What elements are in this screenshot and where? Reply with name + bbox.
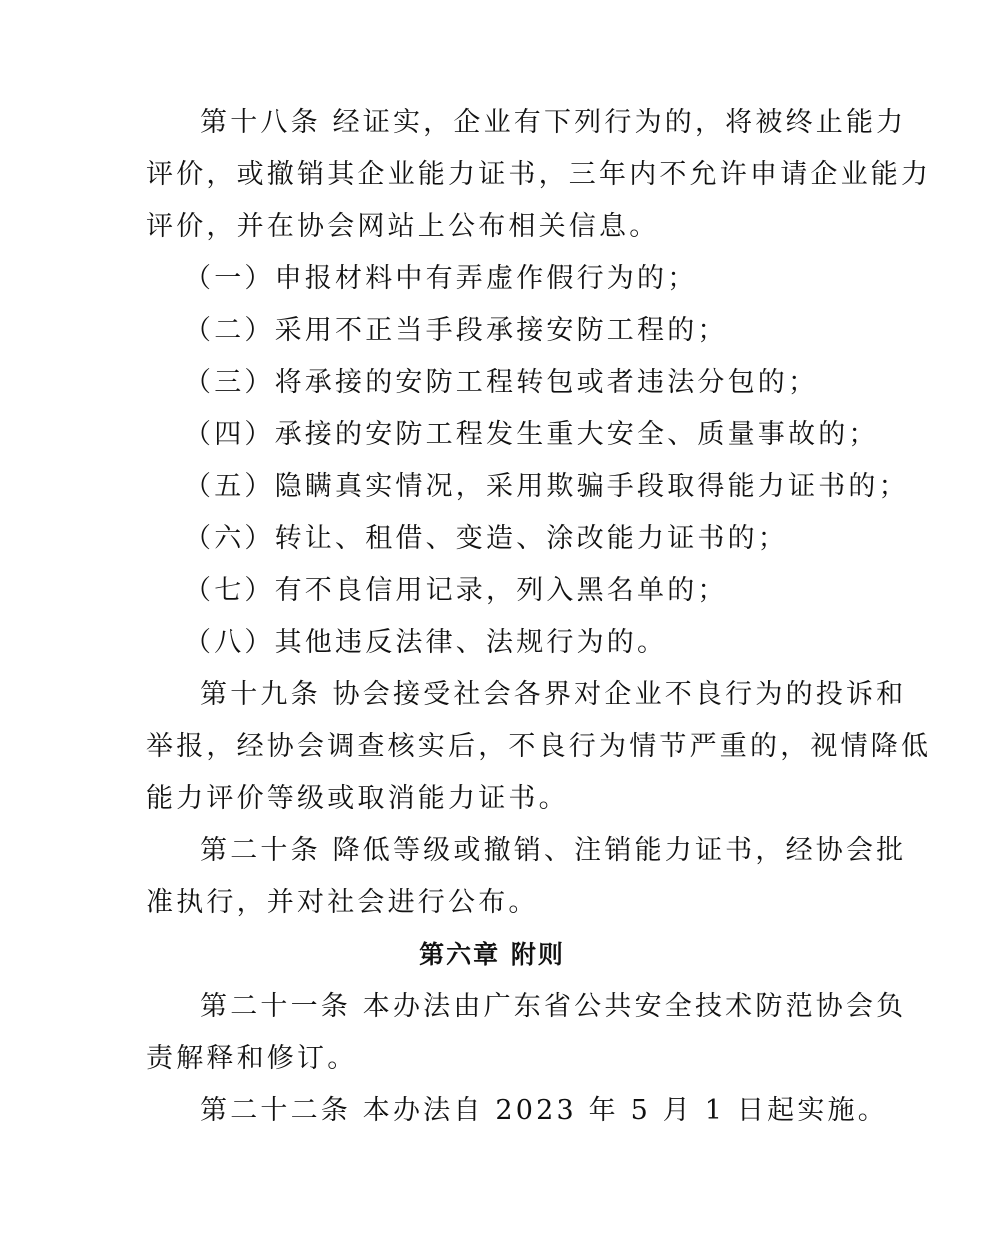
chapter-6-heading: 第六章 附则 — [419, 940, 565, 969]
article-18-item-2: （二）采用不正当手段承接安防工程的； — [184, 315, 728, 346]
article-20-line-1: 第二十条 降低等级或撤销、注销能力证书，经协会批 — [200, 835, 907, 866]
article-18-line-3: 评价，并在协会网站上公布相关信息。 — [146, 211, 660, 242]
article-21-line-2: 责解释和修订。 — [146, 1043, 358, 1074]
article-22-line-1: 第二十二条 本办法自 2023 年 5 月 1 日起实施。 — [200, 1095, 888, 1126]
article-19-line-1: 第十九条 协会接受社会各界对企业不良行为的投诉和 — [200, 679, 907, 710]
article-19-line-2: 举报，经协会调查核实后，不良行为情节严重的，视情降低 — [146, 731, 932, 762]
article-18-item-3: （三）将承接的安防工程转包或者违法分包的； — [184, 367, 819, 398]
article-20-line-2: 准执行，并对社会进行公布。 — [146, 887, 539, 918]
article-21-line-1: 第二十一条 本办法由广东省公共安全技术防范协会负 — [200, 991, 907, 1022]
article-18-item-8: （八）其他违反法律、法规行为的。 — [184, 627, 668, 658]
article-18-item-7: （七）有不良信用记录，列入黑名单的； — [184, 575, 728, 606]
article-18-item-1: （一）申报材料中有弄虚作假行为的； — [184, 263, 698, 294]
article-18-line-1: 第十八条 经证实，企业有下列行为的，将被终止能力 — [200, 107, 907, 138]
article-18-item-4: （四）承接的安防工程发生重大安全、质量事故的； — [184, 419, 879, 450]
article-18-line-2: 评价，或撤销其企业能力证书，三年内不允许申请企业能力 — [146, 159, 932, 190]
article-18-item-6: （六）转让、租借、变造、涂改能力证书的； — [184, 523, 788, 554]
article-19-line-3: 能力评价等级或取消能力证书。 — [146, 783, 569, 814]
article-18-item-5: （五）隐瞒真实情况，采用欺骗手段取得能力证书的； — [184, 471, 909, 502]
